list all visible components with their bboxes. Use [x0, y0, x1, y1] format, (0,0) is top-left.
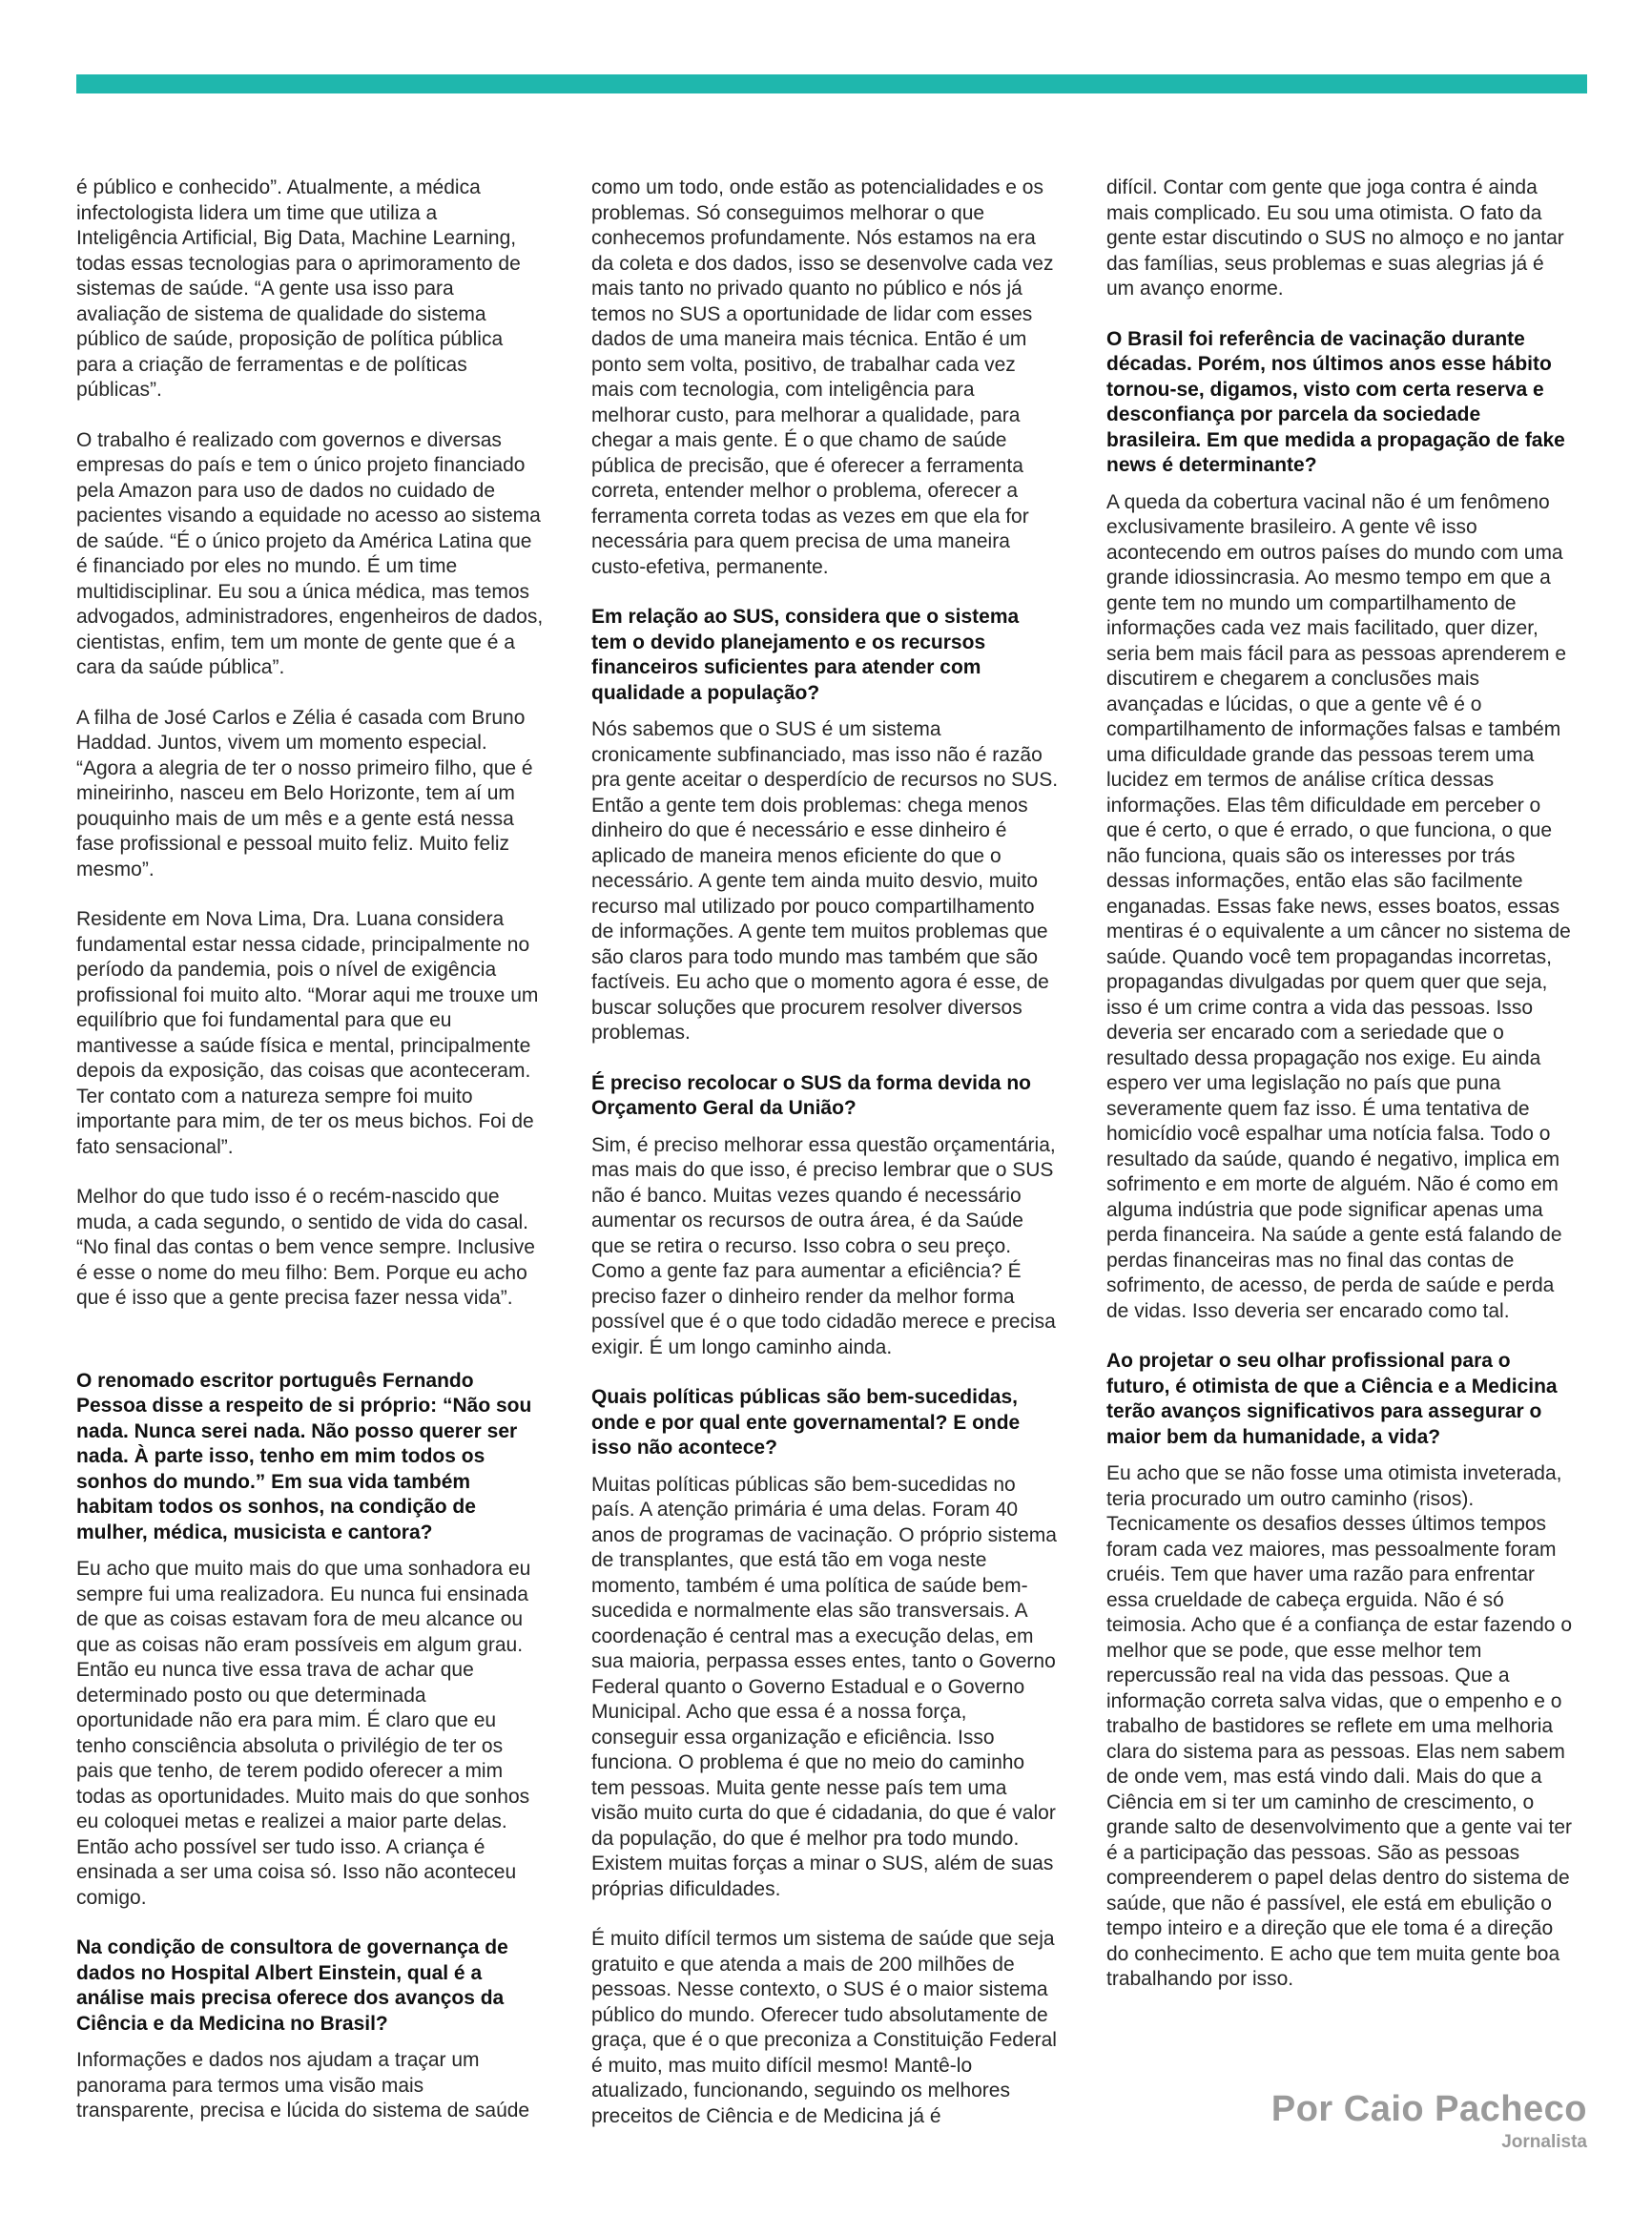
- article-column-3: [1106, 176, 1574, 2018]
- paragraph: é público e conhecido”. Atualmente, a médica infectologista lidera um time que utiliza a Inteligência Artificial, Big Data, Machine Learning, todas essas tecnologias para o aprimoramento de sistemas de saúde. “A gente usa isso para avaliação de sistema de qualidade do sistema público de saúde, proposição de política pública para a criação de ferramentas e de políticas públicas”.: [76, 176, 521, 401]
- interview-answer: A queda da cobertura vacinal não é um fenômeno exclusivamente brasileiro. A gente vê isso acontecendo em outros países do mundo com uma grande idiossincrasia. Ao mesmo tempo em que a gente tem no mundo um compartilhamento de informações cada vez mais facilitado, quer dizer, seria bem mais fácil para as pessoas aprenderem e discutirem e chegarem a conclusões mais avançadas e lúcidas, o que a gente vê é o compartilhamento de informações falsas e também uma dificuldade grande das pessoas terem uma lucidez em termos de análise crítica dessas informações. Elas têm dificuldade em perceber o que é certo, o que é errado, o que funciona, o que não funciona, quais são os interesses por trás dessas informações, então elas são facilmente enganadas. Essas fake news, esses boatos, essas mentiras é o equivalente a um câncer no sistema de saúde. Quando você tem propagandas incorretas, propagandas divulgadas por quem quer que seja, isso é um crime contra a vida das pessoas. Isso deveria ser encarado com a seriedade que o resultado dessa propagação nos exige. Eu ainda espero ver uma legislação no país que puna severamente quem faz isso. É uma tentativa de homicídio você espalhar uma notícia falsa. Todo o resultado da saúde, quando é negativo, implica em sofrimento e em morte de alguém. Não é como em alguma indústria que pode significar apenas uma perda financeira. Na saúde a gente está falando de perdas financeiras mas no final das contas de sofrimento, de acesso, de perda de saúde e perda de vidas. Isso deveria ser encarado como tal.: [1106, 490, 1571, 1322]
- paragraph: A filha de José Carlos e Zélia é casada com Bruno Haddad. Juntos, vivem um momento especial. “Agora a alegria de ter o nosso primeiro filho, que é mineirinho, nasceu em Belo Horizonte, tem aí um pouquinho mais de um mês e a gente está nessa fase profissional e pessoal muito feliz. Muito feliz mesmo”.: [76, 706, 533, 880]
- interview-answer: Informações e dados nos ajudam a traçar um panorama para termos uma visão mais transparente, precisa e lúcida do sistema de saúde: [76, 2049, 530, 2122]
- interview-answer: Muitas políticas públicas são bem-sucedidas no país. A atenção primária é uma delas. Foram 40 anos de programas de vacinação. O próprio sistema de transplantes, que está tão em voga neste momento, também é uma política de saúde bem-sucedida e normalmente elas são transversais. A coordenação é central mas a execução delas, em sua maioria, perpassa esses entes, tanto o Governo Federal quanto o Governo Estadual e o Governo Municipal. Acho que essa é a nossa força, conseguir essa organização e eficiência. Isso funciona. O problema é que no meio do caminho tem pessoas. Muita gente nesse país tem uma visão muito curta do que é cidadania, do que é valor da população, do que é melhor pra todo mundo. Existem muitas forças a minar o SUS, além de suas próprias dificuldades.: [591, 1473, 1057, 1900]
- interview-question: O renomado escritor português Fernando Pessoa disse a respeito de si próprio: “Não sou nada. Nunca serei nada. Não posso querer ser nada. À parte isso, tenho em mim todos os sonhos do mundo.” Em sua vida também habitam todos os sonhos, na condição de mulher, médica, musicista e cantora?: [76, 1369, 532, 1543]
- interview-answer: Nós sabemos que o SUS é um sistema cronicamente subfinanciado, mas isso não é razão pra gente aceitar o desperdício de recursos no SUS. Então a gente tem dois problemas: chega menos dinheiro do que é necessário e esse dinheiro é aplicado de maneira menos eficiente do que o necessário. A gente tem ainda muito desvio, muito recurso mal utilizado por pouco compartilhamento de informações. A gente tem muitos problemas que são claros para todo mundo mas também que são factíveis. Eu acho que o momento agora é esse, de buscar soluções que procurem resolver diversos problemas.: [591, 718, 1059, 1044]
- byline: [1271, 2089, 1587, 2153]
- interview-question: Em relação ao SUS, considera que o sistema tem o devido planejamento e os recursos financeiros suficientes para atender com qualidade a população?: [591, 606, 1020, 704]
- interview-answer: Eu acho que muito mais do que uma sonhadora eu sempre fui uma realizadora. Eu nunca fui ensinada de que as coisas estavam fora de meu alcance ou que as coisas não eram possíveis em algum grau. Então eu nunca tive essa trava de achar que determinado posto ou que determinada oportunidade não era para mim. É claro que eu tenho consciência absoluta o privilégio de ter os pais que tenho, de terem podido oferecer a mim todas as oportunidades. Muito mais do que sonhos eu coloquei metas e realizei a maior parte delas. Então acho possível ser tudo isso. A criança é ensinada a ser uma coisa só. Isso não aconteceu comigo.: [76, 1558, 531, 1909]
- interview-answer: Eu acho que se não fosse uma otimista inveterada, teria procurado um outro caminho (risos). Tecnicamente os desafios desses últimos tempos foram cada vez maiores, mas pessoalmente foram cruéis. Tem que haver uma razão para enfrentar essa crueldade de cabeça erguida. Não é só teimosia. Acho que é a confiança de estar fazendo o melhor que se pode, que esse melhor tem repercussão real na vida das pessoas. Que a informação correta salva vidas, que o empenho e o trabalho de bastidores se reflete em uma melhoria clara do sistema para as pessoas. Elas nem sabem de onde vem, mas está vindo dali. Mais do que a Ciência em si ter um caminho de crescimento, o grande salto de desenvolvimento que a gente vai ter é a participação das pessoas. São as pessoas compreenderem o papel delas dentro do sistema de saúde, que não é passível, ele está em ebulição o tempo inteiro e a direção que ele toma é a direção do conhecimento. E acho que tem muita gente boa trabalhando por isso.: [1106, 1462, 1572, 1990]
- article-column-2: [591, 176, 1059, 2154]
- interview-question: Ao projetar o seu olhar profissional para o futuro, é otimista de que a Ciência e a Medicina terão avanços significativos para assegurar o maior bem da humanidade, a vida?: [1106, 1350, 1558, 1448]
- paragraph: Melhor do que tudo isso é o recém-nascido que muda, a cada segundo, o sentido de vida do casal. “No final das contas o bem vence sempre. Inclusive é esse o nome do meu filho: Bem. Porque eu acho que é isso que a gente precisa fazer nessa vida”.: [76, 1186, 535, 1309]
- interview-question: Quais políticas públicas são bem-sucedidas, onde e por qual ente governamental? E onde isso não acontece?: [591, 1386, 1021, 1459]
- interview-answer: É muito difícil termos um sistema de saúde que seja gratuito e que atenda a mais de 200 milhões de pessoas. Nesse contexto, o SUS é o maior sistema público do mundo. Oferecer tudo absolutamente de graça, que é o que preconiza a Constituição Federal é muito, mas muito difícil mesmo! Mantê-lo atualizado, funcionando, seguindo os melhores preceitos de Ciência e de Medicina já é: [591, 1928, 1057, 2127]
- interview-answer: Sim, é preciso melhorar essa questão orçamentária, mas mais do que isso, é preciso lembrar que o SUS não é banco. Muitas vezes quando é necessário aumentar os recursos de outra área, é da Saúde que se retira o recurso. Isso cobra o seu preço. Como a gente faz para aumentar a eficiência? É preciso fazer o dinheiro render da melhor forma possível que é o que todo cidadão merece e precisa exigir. É um longo caminho ainda.: [591, 1133, 1056, 1358]
- author-name: Por Caio Pacheco: [1270, 2089, 1587, 2129]
- accent-bar: [76, 74, 1587, 93]
- interview-answer: como um todo, onde estão as potencialidades e os problemas. Só conseguimos melhorar o que conhecemos profundamente. Nós estamos na era da coleta e dos dados, isso se desenvolve cada vez mais tanto no privado quanto no público e nós já temos no SUS a oportunidade de lidar com esses dados de uma maneira mais técnica. Então é um ponto sem volta, positivo, de trabalhar cada vez mais com tecnologia, com inteligência para melhorar custo, para melhorar a qualidade, para chegar a mais gente. É o que chamo de saúde pública de precisão, que é oferecer a ferramenta correta, entender melhor o problema, oferecer a ferramenta correta todas as vezes em que ela for necessária para quem precisa de uma maneira custo-efetiva, permanente.: [591, 176, 1054, 578]
- interview-question: É preciso recolocar o SUS da forma devida no Orçamento Geral da União?: [591, 1071, 1031, 1119]
- interview-question: Na condição de consultora de governança de dados no Hospital Albert Einstein, qual é a análise mais precisa oferece dos avanços da Ciência e da Medicina no Brasil?: [76, 1936, 508, 2035]
- paragraph: Residente em Nova Lima, Dra. Luana considera fundamental estar nessa cidade, principalmente no período da pandemia, pois o nível de exigência profissional foi muito alto. “Morar aqui me trouxe um equilíbrio que foi fundamental para que eu mantivesse a saúde física e mental, principalmente depois da exposição, das coisas que aconteceram. Ter contato com a natureza sempre foi muito importante para mim, de ter os meus bichos. Foi de fato sensacional”.: [76, 908, 539, 1158]
- article-column-1: [76, 176, 544, 2149]
- interview-question: O Brasil foi referência de vacinação durante décadas. Porém, nos últimos anos esse hábito tornou-se, digamos, visto com certa reserva e desconfiança por parcela da sociedade brasileira. Em que medida a propagação de fake news é determinante?: [1106, 327, 1565, 476]
- paragraph: O trabalho é realizado com governos e diversas empresas do país e tem o único projeto financiado pela Amazon para uso de dados no cuidado de pacientes visando a equidade no acesso ao sistema de saúde. “É o único projeto da América Latina que é financiado por eles no mundo. É um time multidisciplinar. Eu sou a única médica, mas temos advogados, administradores, engenheiros de dados, cientistas, enfim, tem um monte de gente que é a cara da saúde pública”.: [76, 428, 544, 678]
- interview-answer: difícil. Contar com gente que joga contra é ainda mais complicado. Eu sou uma otimista. O fato da gente estar discutindo o SUS no almoço e no jantar das famílias, seus problemas e suas alegrias já é um avanço enorme.: [1106, 176, 1564, 300]
- author-role: Jornalista: [1501, 2132, 1587, 2152]
